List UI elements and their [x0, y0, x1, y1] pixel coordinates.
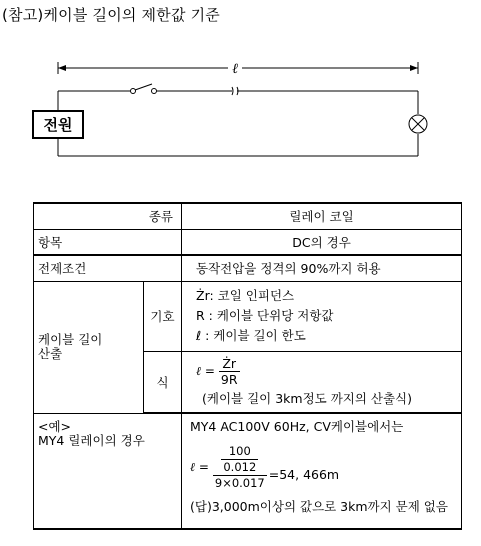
dimension-arrow-right — [410, 65, 418, 71]
symbol-label: 기호 — [144, 281, 182, 351]
example-num-top: 100 — [221, 444, 258, 460]
formula-label: 식 — [144, 351, 182, 413]
formula-fraction — [219, 356, 240, 387]
formula-lhs: ℓ = — [196, 364, 215, 379]
example-fraction — [213, 444, 267, 491]
example-label-line2: MY4 릴레이의 경우 — [38, 433, 145, 448]
page-title: (참고)케이블 길이의 제한값 기준 — [2, 6, 220, 24]
formula — [196, 355, 457, 389]
example-result: =54, 466m — [268, 466, 340, 482]
switch-contact-right — [152, 89, 157, 94]
calc-label-line1: 케이블 길이 — [38, 332, 103, 347]
example-inner-fraction — [221, 444, 258, 475]
length-symbol: ℓ — [232, 61, 238, 77]
circuit-diagram — [0, 0, 481, 200]
formula-denominator: 9R — [220, 372, 238, 388]
switch-contact-left — [131, 89, 136, 94]
example-lhs: ℓ = — [190, 459, 209, 474]
example-label — [34, 413, 182, 529]
example-line1: MY4 AC100V 60Hz, CV케이블에서는 — [190, 419, 404, 434]
precondition-value: 동작전압을 정격의 90%까지 허용 — [182, 255, 462, 281]
header-item: 항목 — [34, 229, 182, 255]
example-denominator: 9×0.017 — [214, 475, 265, 490]
formula-numerator: Żr — [219, 356, 240, 372]
header-type: 종류 — [34, 203, 182, 229]
example-label-line1: <예> — [38, 419, 72, 434]
symbol-definitions — [182, 281, 462, 351]
formula-note: (케이블 길이 3km정도 까지의 산출식) — [202, 390, 412, 406]
header-relay-coil: 릴레이 코일 — [182, 203, 462, 229]
example-num-bottom: 0.012 — [223, 459, 257, 474]
calc-label — [34, 281, 144, 413]
example-cell — [182, 413, 462, 529]
calc-label-line2: 산출 — [38, 346, 63, 361]
cable-length-table — [33, 202, 462, 530]
power-source-label: 전원 — [43, 116, 73, 134]
switch-blade — [135, 84, 152, 90]
symbol-r: R : 케이블 단위당 저항값 — [196, 308, 334, 323]
dimension-arrow-left — [58, 65, 66, 71]
example-answer: (답)3,000m이상의 값으로 3km까지 문제 없음 — [190, 499, 448, 514]
precondition-label: 전제조건 — [34, 255, 182, 281]
formula-cell — [182, 351, 462, 413]
example-numerator — [213, 444, 267, 476]
header-dc-case: DC의 경우 — [182, 229, 462, 255]
symbol-l: ℓ : 케이블 길이 한도 — [196, 328, 306, 343]
symbol-zr: Żr: 코일 인피던스 — [196, 288, 295, 303]
example-formula — [190, 437, 457, 497]
